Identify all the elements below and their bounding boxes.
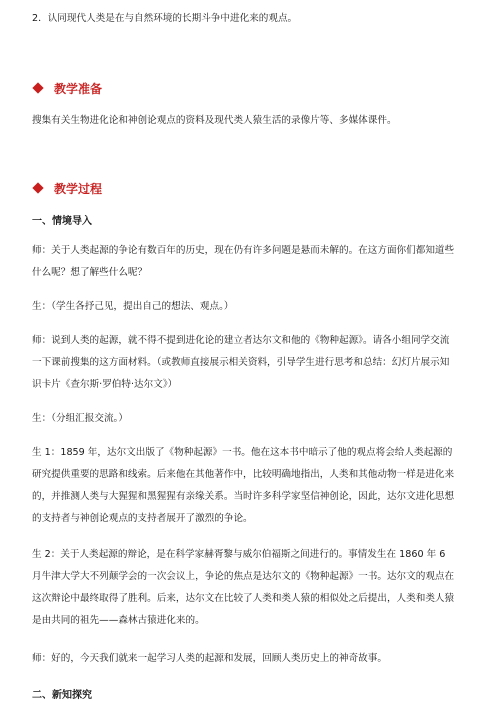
prep-text: 搜集有关生物进化论和神创论观点的资料及现代类人猿生活的录像片等、多媒体课件。 [32, 115, 397, 126]
paragraph-student-report-1: 生 1：1859 年，达尔文出版了《物种起源》一书。他在这本书中暗示了他的观点将会给人类起源的研究提供重要的思路和线索。后来他在其他著作中，比较明确地指出，人类和其他动物一样是进化来的，并推测人类与大猩猩和黑猩猩有亲缘关系。当时许多科学家坚信神创论，因此，达尔文进化思想的支持者与神创论观点的支持者展开了激烈的争论。 [32, 447, 455, 524]
red-diamond-icon [32, 182, 43, 193]
subheading-explore: 二、新知探究 [32, 690, 92, 701]
paragraph-student-report-2: 生 2：关于人类起源的辩论，是在科学家赫胥黎与威尔伯福斯之间进行的。事情发生在 1860 年 6 月牛津大学大不列颠学会的一次会议上，争论的焦点是达尔文的《物种起源》一书。达尔文的观点在这次辩论中最终取得了胜利。后来，达尔文在比较了人类和类人猿的相似处之后提出，人类和类人猿是由共同的祖先——森林古猿进化来的。 [32, 549, 455, 626]
section-heading-process [32, 178, 102, 198]
section-heading-prep [32, 78, 102, 98]
paragraph-student-2: 生：（分组汇报交流。） [32, 413, 128, 424]
section-title-prep: 教学准备 [54, 81, 103, 96]
paragraph-teacher-2: 师：说到人类的起源，就不得不提到进化论的建立者达尔文和他的《物种起源》。请各小组同学交流一下课前搜集的这方面材料。（或教师直接展示相关资料，引导学生进行思考和总结：幻灯片展示知识卡片《查尔斯·罗伯特·达尔文》） [32, 335, 450, 390]
paragraph-teacher-1: 师：关于人类起源的争论有数百年的历史，现在仍有许多问题是悬而未解的。在这方面你们都知道些什么呢？想了解些什么呢？ [32, 245, 455, 278]
goal-item-2: 2．认同现代人类是在与自然环境的长期斗争中进化来的观点。 [32, 13, 298, 24]
subheading-intro: 一、情境导入 [32, 216, 92, 227]
red-diamond-icon [32, 82, 43, 93]
paragraph-student-1: 生：（学生各抒己见，提出自己的想法、观点。） [32, 301, 234, 312]
paragraph-teacher-3: 师：好的，今天我们就来一起学习人类的起源和发展，回顾人类历史上的神奇故事。 [32, 653, 387, 664]
section-title-process: 教学过程 [54, 181, 103, 196]
